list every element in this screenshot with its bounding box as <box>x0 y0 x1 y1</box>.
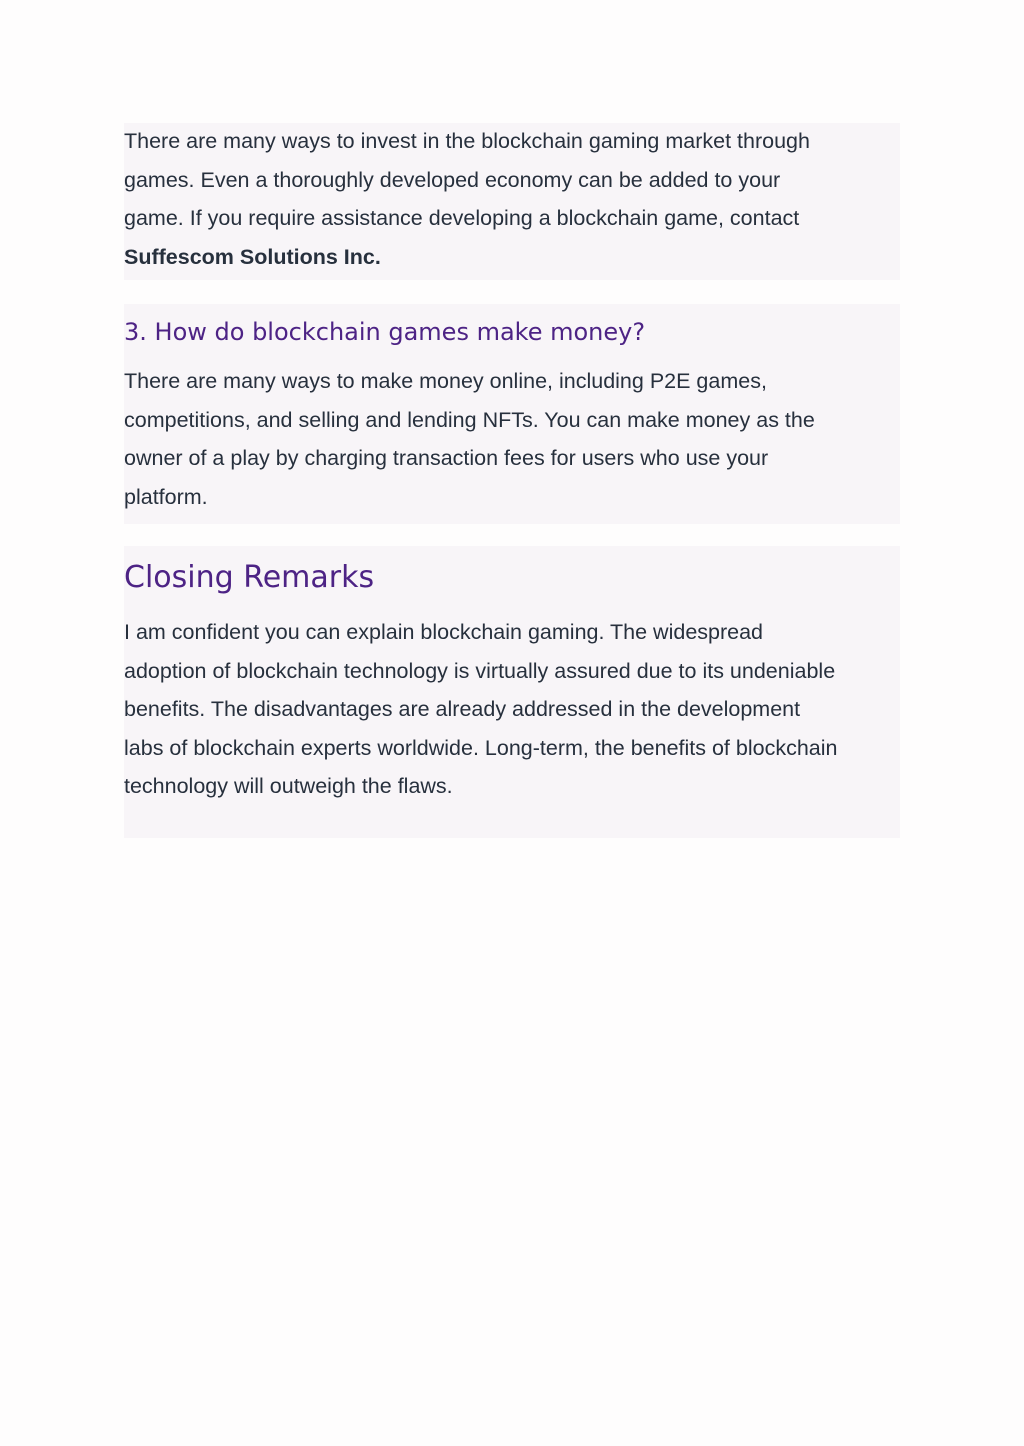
faq-answer-line: owner of a play by charging transaction fees for users who use your <box>124 446 769 471</box>
intro-line: games. Even a thoroughly developed economy can be added to your <box>124 167 781 192</box>
intro-paragraph-block <box>124 123 900 280</box>
faq-answer-line: There are many ways to make money online, including P2E games, <box>124 369 767 393</box>
closing-line: I am confident you can explain blockchain gaming. The widespread <box>124 620 764 644</box>
closing-heading: Closing Remarks <box>124 560 375 595</box>
intro-paragraph <box>124 122 810 276</box>
closing-section <box>124 546 900 838</box>
closing-line: benefits. The disadvantages are already addressed in the development <box>124 697 801 722</box>
faq-answer <box>124 362 815 516</box>
faq-section-3 <box>124 304 900 524</box>
closing-line: technology will outweigh the flaws. <box>124 774 453 799</box>
faq-heading: 3. How do blockchain games make money? <box>124 318 646 346</box>
faq-answer-line: competitions, and selling and lending NFTs. You can make money as the <box>124 407 815 432</box>
faq-answer-line: platform. <box>124 484 208 509</box>
intro-line: game. If you require assistance developing a blockchain game, contact <box>124 206 800 231</box>
intro-line: There are many ways to invest in the blockchain gaming market through <box>124 129 810 153</box>
closing-line: labs of blockchain experts worldwide. Long-term, the benefits of blockchain <box>124 735 838 760</box>
closing-line: adoption of blockchain technology is virtually assured due to its undeniable <box>124 658 836 683</box>
closing-paragraph <box>124 613 837 806</box>
company-name: Suffescom Solutions Inc. <box>124 244 381 269</box>
